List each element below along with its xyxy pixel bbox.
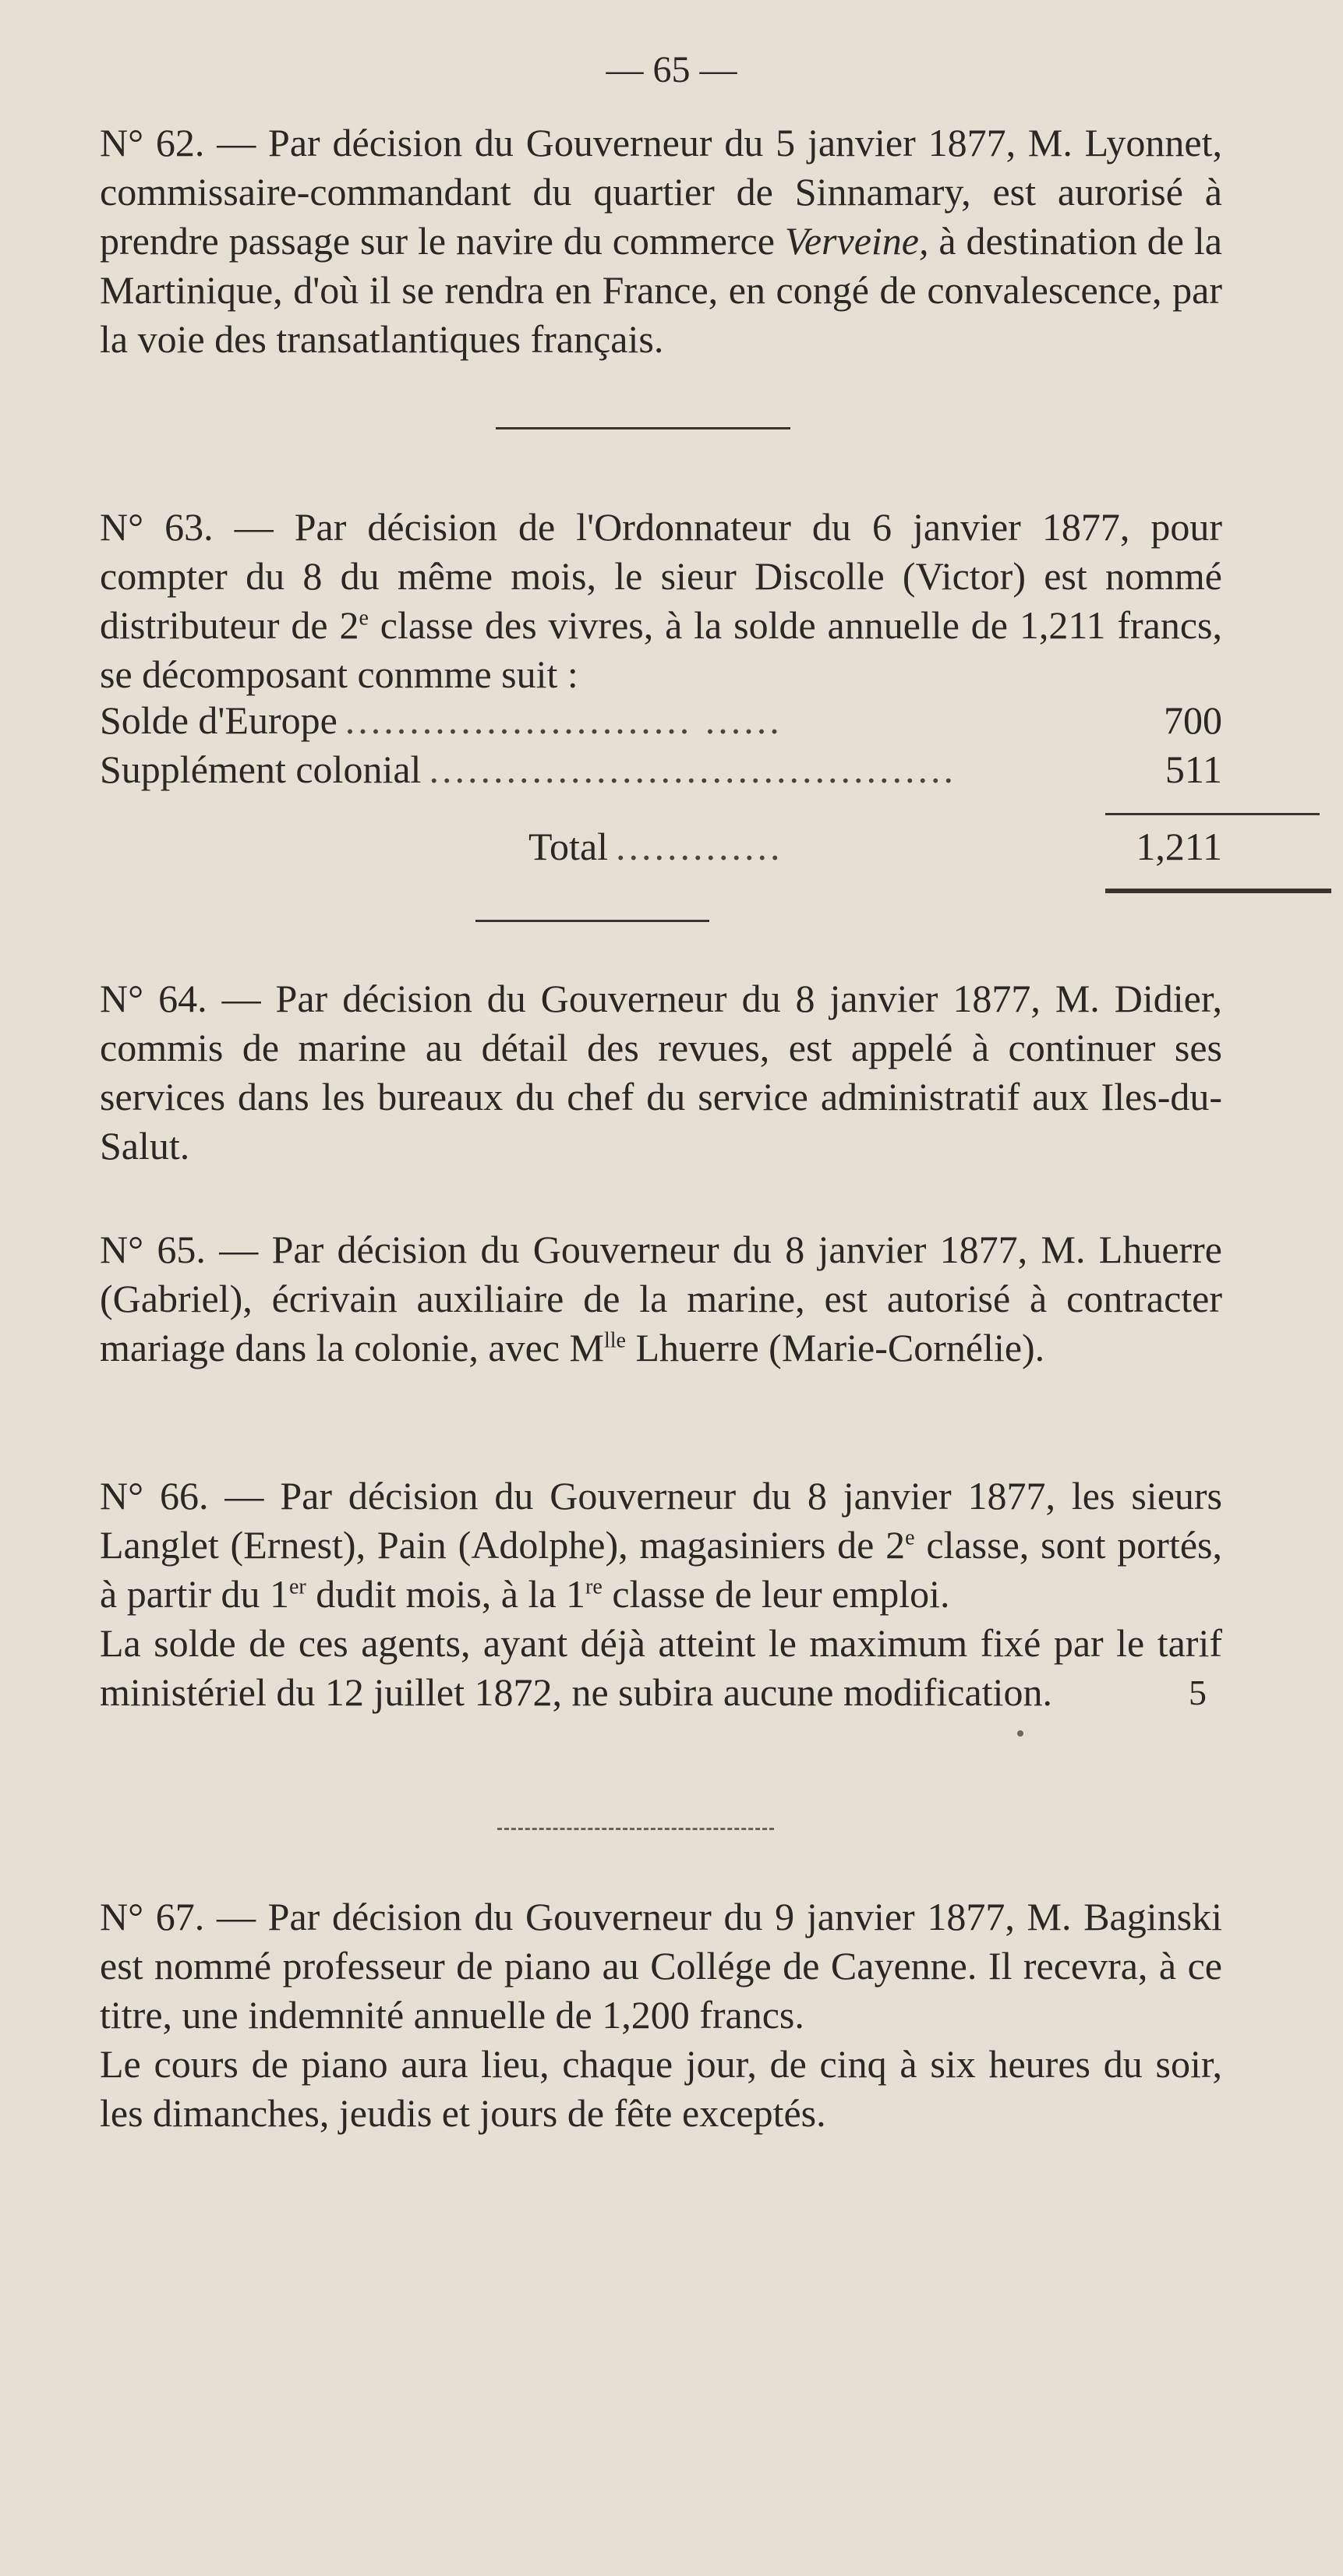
entry-67-text: — Par décision du Gouverneur du 9 janvier 1877, M. Baginski est nommé professeur de piano au Collége de Cayenne. Il recevra, à ce titre, une indemnité annuelle de 1,200 francs. [100, 1895, 1222, 2037]
entry-65 [100, 1225, 1222, 1373]
entry-62-number: N° 62. [100, 121, 205, 164]
separator-rule [475, 920, 709, 922]
ink-speck [1017, 1730, 1023, 1737]
ledger-total-label: Total [528, 825, 609, 868]
ledger-total-dots: ............. [616, 825, 783, 868]
entry-66-sup-2: er [288, 1574, 306, 1599]
entry-65-text: — Par décision du Gouverneur du 8 janvier 1877, M. Lhuerre (Gabriel), écrivain auxiliaire de la marine, est autorisé à contracter mariage dans la colonie, avec M [100, 1228, 1223, 1369]
entry-62-text-before: — Par décision du Gouverneur du 5 janvier 1877, M. Lyonnet, commissaire-commandant du quartier de Sinnamary, est aurorisé à prendre passage sur le navire du commerce [100, 121, 1223, 263]
entry-66-text-3: dudit mois, à la 1 [306, 1572, 586, 1616]
entry-66-sup-1: e [905, 1525, 915, 1550]
separator-rule [497, 1828, 774, 1830]
entry-67 [100, 1892, 1222, 2138]
entry-65-number: N° 65. [100, 1228, 206, 1271]
entry-67-paragraph-2: Le cours de piano aura lieu, chaque jour, de cinq à six heures du soir, les dimanches, jeudis et jours de fête exceptés. [100, 2042, 1222, 2135]
page-number-header: — 65 — [606, 49, 737, 90]
entry-64-text: — Par décision du Gouverneur du 8 janvier 1877, M. Didier, commis de marine au détail des revues, est appelé à continuer ses services dans les bureaux du chef du service administratif aux Iles-du-Salut. [100, 977, 1222, 1168]
entry-62-ship-name: Verveine, [784, 219, 929, 263]
ledger-label: Solde d'Europe [100, 698, 338, 742]
entry-63-text-2: classe des vivres, à la solde annuelle de 1,211 francs, se décomposant conmme suit : [100, 603, 1222, 696]
entry-66-sup-3: re [585, 1574, 603, 1599]
ledger-total-row [528, 824, 1222, 873]
entry-66-text-2: classe, sont portés, à partir du 1 [100, 1523, 1222, 1616]
entry-66-text-4: classe de leur emploi. [602, 1572, 950, 1616]
ledger-row [100, 698, 1222, 747]
ledger-amount: 511 [1165, 747, 1222, 791]
ledger-total-amount: 1,211 [1136, 825, 1222, 868]
entry-62 [100, 118, 1222, 364]
total-double-rule [1105, 889, 1331, 893]
entry-64 [100, 974, 1222, 1171]
ledger-label: Supplément colonial [100, 747, 422, 791]
ledger-dots: ........................... ...... [345, 698, 783, 742]
entry-65-title-sup: lle [603, 1328, 626, 1353]
ledger-amount: 700 [1164, 698, 1222, 742]
separator-rule [496, 427, 790, 429]
sum-rule [1105, 813, 1320, 815]
entry-63-ordinal-sup: e [359, 606, 369, 631]
ledger-row [100, 747, 1222, 796]
entry-64-number: N° 64. [100, 977, 207, 1020]
entry-63 [100, 503, 1222, 699]
entry-66-paragraph-2: La solde de ces agents, ayant déjà atteint le maximum fixé par le tarif ministériel du 12 juillet 1872, ne subira aucune modification. [100, 1621, 1222, 1714]
entry-63-text: — Par décision de l'Ordonnateur du 6 janvier 1877, pour compter du 8 du même mois, le sieur Discolle (Victor) est nommé distributeur de 2 [100, 505, 1223, 647]
entry-67-number: N° 67. [100, 1895, 205, 1938]
entry-63-number: N° 63. [100, 505, 214, 549]
entry-65-text-2: Lhuerre (Marie-Cornélie). [625, 1326, 1045, 1369]
entry-66-text: — Par décision du Gouverneur du 8 janvier 1877, les sieurs Langlet (Ernest), Pain (Adolphe), magasiniers de 2 [100, 1474, 1223, 1567]
signature-mark: 5 [1189, 1673, 1207, 1712]
entry-66 [100, 1472, 1222, 1717]
entry-62-text-after: à destination de la Martinique, d'où il se rendra en France, en congé de convalescence, par la voie des transatlantiques français. [100, 219, 1222, 361]
ledger-dots: ......................................... [429, 747, 956, 791]
entry-66-number: N° 66. [100, 1474, 209, 1518]
